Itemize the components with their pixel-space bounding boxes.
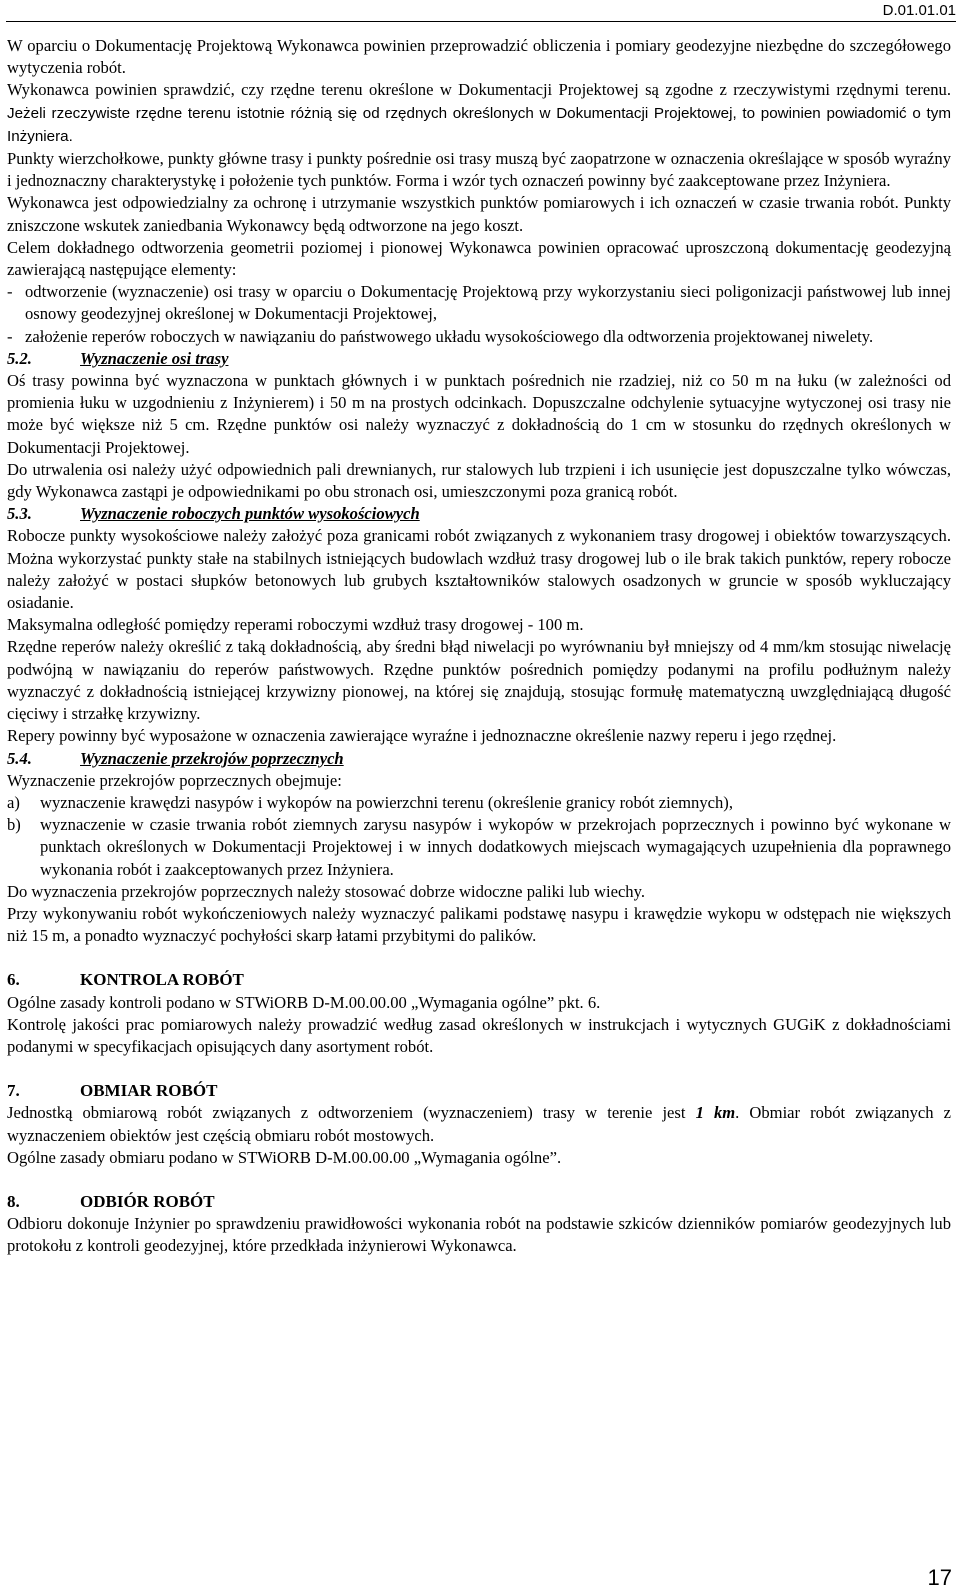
list-marker: - <box>7 282 13 302</box>
section-title: ODBIÓR ROBÓT <box>80 1191 215 1211</box>
paragraph: Wykonawca jest odpowiedzialny za ochronę i utrzymanie wszystkich punktów pomiarowych i ich oznaczeń w czasie trwania robót. Punkty zniszczone wskutek zaniedbania Wykonawcy będą odtworzone na jego koszt. <box>7 193 951 235</box>
section-title: OBMIAR ROBÓT <box>80 1081 218 1101</box>
list-marker: b) <box>7 815 21 835</box>
section-title: KONTROLA ROBÓT <box>80 970 244 990</box>
paragraph: Wyznaczenie przekrojów poprzecznych obejmuje: <box>7 770 342 790</box>
document-code: D.01.01.01 <box>882 2 956 19</box>
list-marker: a) <box>7 792 20 812</box>
paragraph <box>7 1102 951 1146</box>
section-number: 6. <box>7 970 20 990</box>
paragraph: Odbioru dokonuje Inżynier po sprawdzeniu prawidłowości wykonania robót na podstawie szkiców dzienników pomiarów geodezyjnych lub protokołu z kontroli geodezyjnej, które przedkłada inżynierowi Wykonawca. <box>7 1214 951 1256</box>
list-item-text: wyznaczenie w czasie trwania robót ziemnych zarysu nasypów i wykopów w przekrojach poprzecznych i powinno być wykonane w punktach określonych w Dokumentacji Projektowej i w innych dodatkowych miejscach wymagających uzupełnienia dla poprawnego wykonania robót i zaakceptowanych przez Inżyniera. <box>40 815 951 879</box>
list-item-text: założenie reperów roboczych w nawiązaniu do państwowego układu wysokościowego dla odtworzenia projektowanej niwelety. <box>25 326 874 346</box>
list-item-text: odtworzenie (wyznaczenie) osi trasy w oparciu o Dokumentację Projektową przy wykorzystaniu sieci poligonizacji państwowej lub innej osnowy geodezyjnej określonej w Dokumentacji Projektowej, <box>25 282 951 324</box>
list-item-text: wyznaczenie krawędzi nasypów i wykopów na powierzchni terenu (określenie granicy robót ziemnych), <box>40 792 733 812</box>
section-number: 7. <box>7 1081 20 1101</box>
paragraph: Ogólne zasady obmiaru podano w STWiORB D-M.00.00.00 „Wymagania ogólne”. <box>7 1147 562 1167</box>
paragraph: Maksymalna odległość pomiędzy reperami roboczymi wzdłuż trasy drogowej - 100 m. <box>7 615 584 635</box>
paragraph-text: Wykonawca powinien sprawdzić, czy rzędne terenu określone w Dokumentacji Projektowej są zgodne z rzeczywistymi rzędnymi terenu. <box>7 80 951 100</box>
spacer <box>7 1058 951 1080</box>
section-heading-8 <box>7 1191 951 1213</box>
paragraph-text: Jeżeli rzeczywiste rzędne terenu istotnie różnią się od rzędnych określonych w Dokumentacji Projektowej, to powinien powiadomić o tym Inżyniera. <box>7 104 951 145</box>
page-number: 17 <box>927 1564 952 1590</box>
section-heading-7 <box>7 1080 951 1102</box>
list-item <box>7 326 951 348</box>
paragraph <box>7 79 951 148</box>
section-heading-5-4 <box>7 748 951 770</box>
paragraph: Celem dokładnego odtworzenia geometrii poziomej i pionowej Wykonawca powinien opracować uproszczoną dokumentację geodezyjną zawierającą następujące elementy: <box>7 237 951 280</box>
paragraph-text: Jednostką obmiarową robót związanych z odtworzeniem (wyznaczeniem) trasy w terenie jest <box>7 1103 686 1123</box>
paragraph: W oparciu o Dokumentację Projektową Wykonawca powinien przeprowadzić obliczenia i pomiary geodezyjne niezbędne do szczegółowego wytyczenia robót. <box>7 36 951 78</box>
spacer <box>7 947 951 969</box>
paragraph: Punkty wierzchołkowe, punkty główne trasy i punkty pośrednie osi trasy muszą być zaopatrzone w oznaczenia określające w sposób wyraźny i jednoznaczny charakterystykę i położenie tych punktów. Forma i wzór tych oznaczeń powinny być zaakceptowane przez Inżyniera. <box>7 149 951 191</box>
paragraph: Repery powinny być wyposażone w oznaczenia zawierające wyraźne i jednoznaczne określenie nazwy reperu i jego rzędnej. <box>7 726 837 746</box>
header-rule <box>6 21 956 22</box>
list-item <box>7 281 951 325</box>
section-number: 8. <box>7 1191 20 1211</box>
section-number: 5.3. <box>7 504 32 524</box>
paragraph: Przy wykonywaniu robót wykończeniowych należy wyznaczyć palikami podstawę nasypu i krawędzie wykopu w odstępach nie większych niż 15 m, a ponadto wyznaczyć pochyłości skarp łatami przybitymi do palików. <box>7 903 951 946</box>
section-title: Wyznaczenie przekrojów poprzecznych <box>80 748 344 768</box>
unit-value: 1 km <box>695 1103 736 1123</box>
paragraph: Robocze punkty wysokościowe należy założyć poza granicami robót związanych z wykonaniem trasy drogowej i obiektów towarzyszących. Można wykorzystać punkty stałe na stabilnych istniejących budowlach wzdłuż trasy drogowej lub o ile brak takich punktów, repery robocze należy założyć w postaci słupków betonowych lub grubych kształtowników stalowych osadzonych w gruncie w sposób wykluczający osiadanie. <box>7 526 951 613</box>
list-item <box>7 792 951 814</box>
paragraph-text: . Obmiar robót związanych z wyznaczeniem obiektów jest częścią obmiaru robót mostowych. <box>7 1103 951 1145</box>
section-heading-5-2 <box>7 348 951 370</box>
section-title: Wyznaczenie roboczych punktów wysokościowych <box>80 504 420 524</box>
section-heading-5-3 <box>7 503 951 525</box>
section-heading-6 <box>7 969 951 991</box>
section-title: Wyznaczenie osi trasy <box>80 348 229 368</box>
page-content <box>7 35 951 1258</box>
list-item <box>7 814 951 881</box>
paragraph: Kontrolę jakości prac pomiarowych należy prowadzić według zasad określonych w instrukcjach i wytycznych GUGiK z dokładnościami podanymi w specyfikacjach opisujących dany asortyment robót. <box>7 1014 951 1056</box>
section-number: 5.4. <box>7 748 32 768</box>
spacer <box>7 1169 951 1191</box>
paragraph: Rzędne reperów należy określić z taką dokładnością, aby średni błąd niwelacji po wyrównaniu był mniejszy od 4 mm/km stosując niwelację podwójną w nawiązaniu do reperów państwowych. Rzędne punktów pośrednich pomiędzy podanymi na profilu podłużnym należy wyznaczyć z dokładnością istniejącej krzywizny pionowej, na której się znajdują, stosując formułę matematyczną uwzględniającą długość cięciwy i strzałkę krzywizny. <box>7 637 951 724</box>
section-number: 5.2. <box>7 348 32 368</box>
list-marker: - <box>7 326 13 346</box>
paragraph: Do utrwalenia osi należy użyć odpowiednich pali drewnianych, rur stalowych lub trzpieni i ich usunięcie jest dopuszczalne tylko wówczas, gdy Wykonawca zastąpi je odpowiednikami po obu stronach osi, umieszczonymi poza granicą robót. <box>7 459 951 502</box>
paragraph: Ogólne zasady kontroli podano w STWiORB D-M.00.00.00 „Wymagania ogólne” pkt. 6. <box>7 992 601 1012</box>
paragraph: Oś trasy powinna być wyznaczona w punktach głównych i w punktach pośrednich nie rzadziej, niż co 50 m na łuku (w zależności od promienia łuku w uzgodnieniu z Inżynierem) i 50 m na prostych odcinkach. Dopuszczalne odchylenie sytuacyjne wytyczonej osi trasy nie może być większe niż 5 cm. Rzędne punktów osi należy wyznaczyć z dokładnością do 1 cm w stosunku do rzędnych określonych w Dokumentacji Projektowej. <box>7 371 951 457</box>
paragraph: Do wyznaczenia przekrojów poprzecznych należy stosować dobrze widoczne paliki lub wiechy. <box>7 881 645 901</box>
